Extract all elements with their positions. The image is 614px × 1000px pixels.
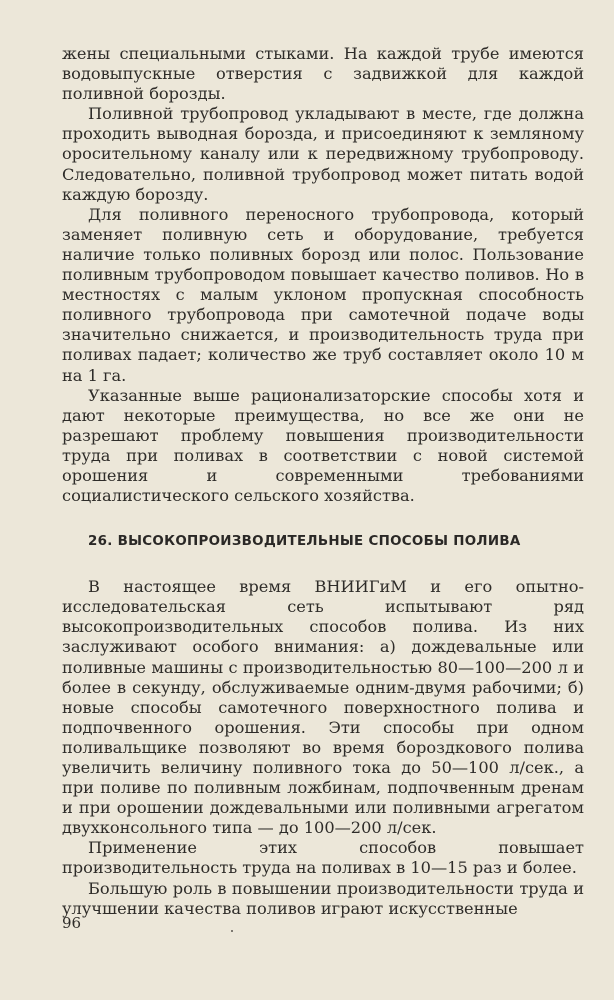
paragraph-rationalization: Указанные выше рационализаторские способы хотя и дают некоторые преимущества, но все же они не разрешают проблему повышения производительности труда при поливах в соответствии с новой системой орошения и современными требованиями социалистического сельского хозяйства.	[62, 385, 584, 506]
paragraph-artificial: Большую роль в повышении производительности труда и улучшении качества поливов играют искусственные	[62, 878, 584, 918]
paragraph-continuation: жены специальными стыками. На каждой трубе имеются водовыпускные отверстия с задвижкой для каждой поливной борозды.	[62, 44, 584, 104]
page-number: 96	[62, 914, 82, 932]
page-body	[62, 44, 584, 919]
paragraph-portable-pipeline: Для поливного переносного трубопровода, который заменяет поливную сеть и оборудование, требуется наличие только поливных борозд или полос. Пользование поливным трубопроводом повышает качество поливов. Но в местностях с малым уклоном пропускная способность поливного трубопровода при самотечной подаче воды значительно снижается, и производительность труда при поливах падает; количество же труб составляет около 10 м на 1 га.	[62, 204, 584, 385]
paragraph-pipeline-placement: Поливной трубопровод укладывают в месте, где должна проходить выводная борозда, и присоединяют к земляному оросительному каналу или к передвижному трубопроводу. Следовательно, поливной трубопровод может питать водой каждую борозду.	[62, 104, 584, 204]
section-heading: 26. ВЫСОКОПРОИЗВОДИТЕЛЬНЫЕ СПОСОБЫ ПОЛИВА	[88, 534, 521, 550]
paragraph-high-productivity-methods: В настоящее время ВНИИГиМ и его опытно-исследовательская сеть испытывают ряд высокопроизводительных способов полива. Из них заслуживают особого внимания: а) дождевальные или поливные машины с производительностью 80—100—200 л и более в секунду, обслуживаемые одним-двумя рабочими; б) новые способы самотечного поверхностного полива и подпочвенного орошения. Эти способы при одном поливальщике позволяют во время бороздкового полива увеличить величину поливного тока до 50—100 л/сек., а при поливе по поливным ложбинам, подпочвенным дренам и при орошении дождевальными или поливными агрегатом двухконсольного типа — до 100—200 л/сек.	[62, 577, 584, 838]
paragraph-productivity-increase: Применение этих способов повышает производительность труда на поливах в 10—15 раз и более.	[62, 838, 584, 878]
paper-speck	[231, 930, 233, 932]
